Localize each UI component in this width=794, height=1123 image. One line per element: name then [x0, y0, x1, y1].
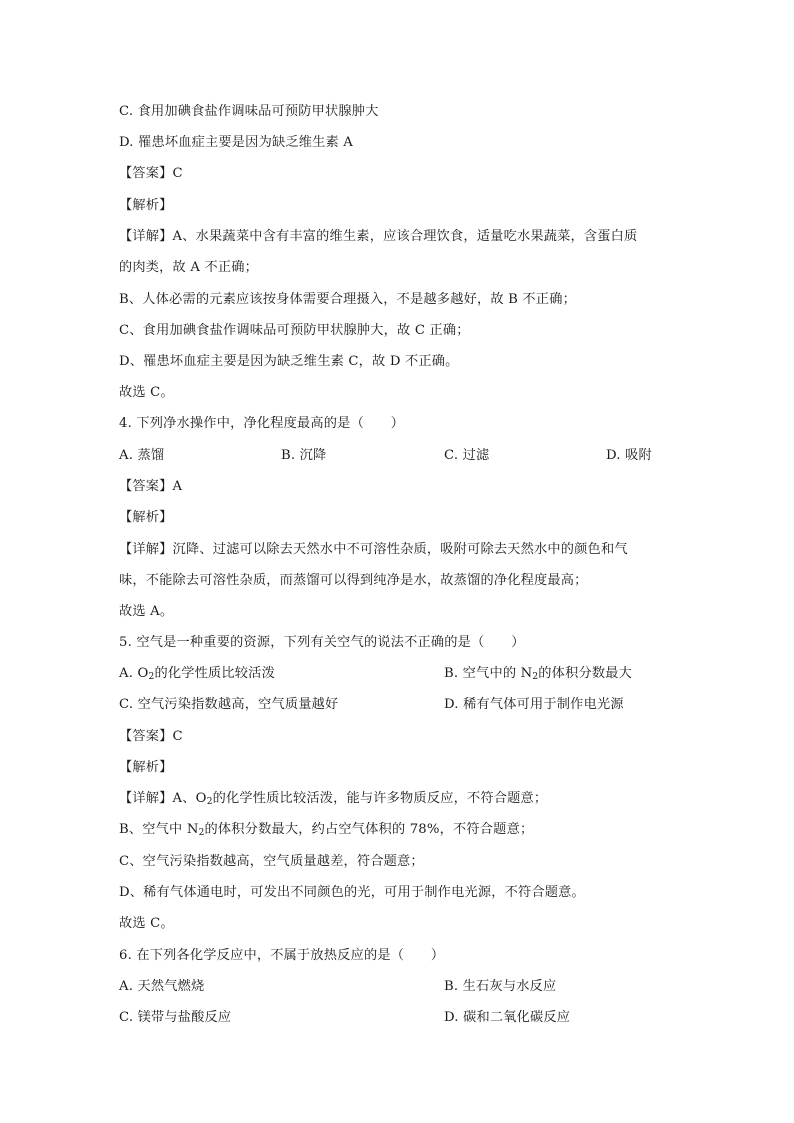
q3-detail-line: 的肉类，故 A 不正确；	[119, 260, 258, 275]
q4-option-b: B. 沉降	[281, 448, 327, 463]
q5-analysis-label: 【解析】	[119, 760, 173, 775]
q4-option-d: D. 吸附	[606, 448, 652, 463]
q4-detail-line: 【详解】沉降、过滤可以除去天然水中不可溶性杂质，吸附可除去天然水中的颜色和气	[119, 542, 628, 557]
q5-detail-line: 【详解】A、$O_2$的化学性质比较活泼，能与许多物质反应，不符合题意；	[119, 791, 548, 807]
q5-detail-line: D、稀有气体通电时，可发出不同颜色的光，可用于制作电光源，不符合题意。	[119, 885, 585, 900]
q5-detail-line: C、空气污染指数越高，空气质量越差，符合题意；	[119, 854, 424, 869]
q6-option-b: B. 生石灰与水反应	[444, 979, 557, 994]
q3-option-d: D. 罹患坏血症主要是因为缺乏维生素 A	[119, 135, 354, 150]
q5-answer: 【答案】C	[119, 729, 183, 744]
q3-detail-line: B、人体必需的元素应该按身体需要合理摄入，不是越多越好，故 B 不正确；	[119, 292, 576, 307]
q3-detail-line: 【详解】A、水果蔬菜中含有丰富的维生素，应该合理饮食，适量吃水果蔬菜，含蛋白质	[119, 229, 638, 244]
q5-conclusion: 故选 C。	[119, 916, 174, 931]
q5-question: 5. 空气是一种重要的资源，下列有关空气的说法不正确的是（ ）	[119, 635, 525, 650]
q5-detail-line: B、空气中 $N_2$的体积分数最大，约占空气体积的 78%，不符合题意；	[119, 822, 534, 838]
q6-question: 6. 在下列各化学反应中，不属于放热反应的是（ ）	[119, 948, 445, 963]
q3-detail-line: C、食用加碘食盐作调味品可预防甲状腺肿大，故 C 正确；	[119, 323, 470, 338]
q6-option-a: A. 天然气燃烧	[119, 979, 205, 994]
q5-option-b: B. 空气中的 $N_2$的体积分数最大	[444, 666, 633, 682]
q5-option-a: A. $O_2$的化学性质比较活泼	[119, 666, 275, 682]
q6-option-c: C. 镁带与盐酸反应	[119, 1010, 232, 1025]
q3-answer: 【答案】C	[119, 166, 183, 181]
q4-answer: 【答案】A	[119, 479, 183, 494]
q6-option-d: D. 碳和二氧化碳反应	[444, 1010, 571, 1025]
q3-conclusion: 故选 C。	[119, 385, 174, 400]
q4-analysis-label: 【解析】	[119, 510, 173, 525]
q4-question: 4. 下列净水操作中，净化程度最高的是（ ）	[119, 416, 405, 431]
q5-option-d: D. 稀有气体可用于制作电光源	[444, 697, 624, 712]
q3-analysis-label: 【解析】	[119, 198, 173, 213]
q4-option-c: C. 过滤	[444, 448, 490, 463]
q4-option-a: A. 蒸馏	[119, 448, 165, 463]
q3-option-c: C. 食用加碘食盐作调味品可预防甲状腺肿大	[119, 104, 379, 119]
q4-detail-line: 味，不能除去可溶性杂质，而蒸馏可以得到纯净是水，故蒸馏的净化程度最高；	[119, 573, 588, 588]
q5-option-c: C. 空气污染指数越高，空气质量越好	[119, 697, 339, 712]
q4-conclusion: 故选 A。	[119, 604, 174, 619]
q3-detail-line: D、罹患坏血症主要是因为缺乏维生素 C，故 D 不正确。	[119, 354, 459, 369]
